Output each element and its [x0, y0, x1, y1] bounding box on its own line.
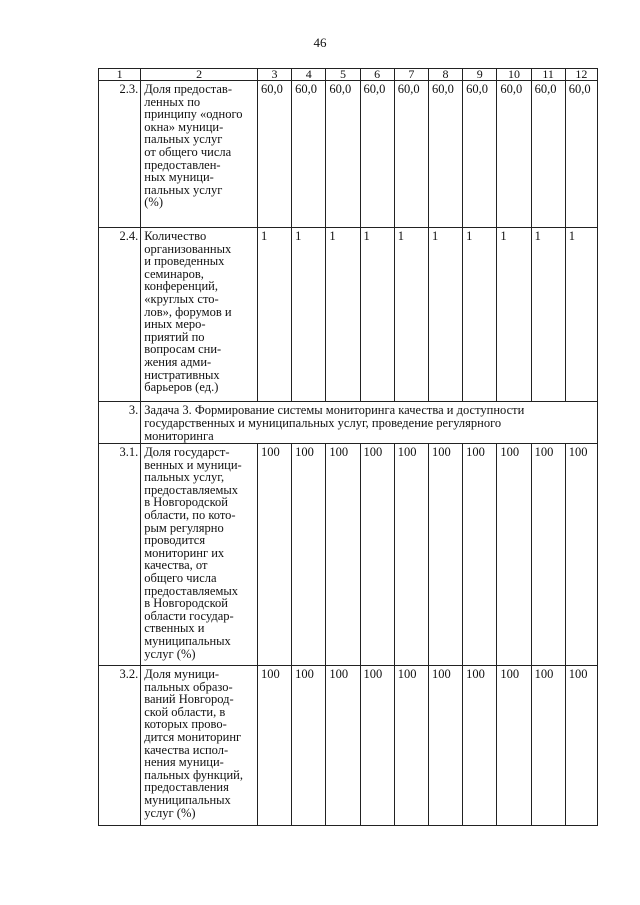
column-header: 12	[565, 69, 597, 81]
indicator-value: 60,0	[292, 81, 326, 228]
indicator-label-line: пальных образо-	[144, 679, 233, 694]
indicator-label-line: ваний Новгород-	[144, 692, 234, 707]
indicator-value: 100	[394, 444, 428, 666]
indicator-label-line: (%)	[144, 195, 163, 210]
indicator-label-line: общего числа	[144, 570, 217, 585]
indicator-label-line: качества, от	[144, 558, 208, 573]
indicator-label-line: приятий по	[144, 329, 205, 344]
column-header: 10	[497, 69, 531, 81]
indicator-label-line: муниципальных	[144, 633, 231, 648]
indicator-label-line: мониторинг их	[144, 545, 225, 560]
indicator-label-line: окна» муници-	[144, 119, 224, 134]
indicator-label-line: пальных услуг	[144, 182, 223, 197]
indicator-label-line: «круглых сто-	[144, 291, 219, 306]
table-row	[99, 444, 598, 666]
indicator-label-line: иных меро-	[144, 317, 206, 332]
indicator-label-line: и проведенных	[144, 254, 225, 269]
task-row	[99, 402, 598, 444]
indicator-label-line: нения муници-	[144, 755, 224, 770]
table-row	[99, 81, 598, 228]
column-header: 8	[428, 69, 462, 81]
indicator-value: 100	[292, 444, 326, 666]
indicator-value: 1	[497, 228, 531, 402]
indicator-label-line: от общего числа	[144, 144, 232, 159]
indicator-value: 60,0	[394, 81, 428, 228]
column-header: 7	[394, 69, 428, 81]
column-header: 5	[326, 69, 360, 81]
column-header-row	[99, 69, 598, 81]
indicator-label-line: проводится	[144, 533, 206, 548]
indicator-value: 100	[360, 444, 394, 666]
indicator-label-line: дится мониторинг	[144, 729, 242, 744]
indicator-label-line: услуг (%)	[144, 805, 196, 820]
indicator-value: 100	[326, 666, 360, 826]
indicators-table	[98, 68, 598, 826]
indicator-label-line: ных муници-	[144, 170, 214, 185]
indicator-label	[141, 228, 258, 402]
indicator-value: 100	[565, 666, 597, 826]
indicator-value: 100	[428, 666, 462, 826]
indicator-label-line: предоставляемых	[144, 482, 239, 497]
indicator-value: 1	[428, 228, 462, 402]
indicator-label-line: нистративных	[144, 367, 220, 382]
indicator-label-line: организованных	[144, 241, 232, 256]
indicator-label-line: рым регулярно	[144, 520, 224, 535]
indicator-value: 60,0	[428, 81, 462, 228]
indicator-value: 100	[326, 444, 360, 666]
indicator-value: 100	[394, 666, 428, 826]
column-header: 3	[257, 69, 291, 81]
column-header: 4	[292, 69, 326, 81]
indicator-value: 100	[463, 444, 497, 666]
indicator-value: 1	[360, 228, 394, 402]
indicator-value: 100	[257, 666, 291, 826]
indicator-label-line: предоставляемых	[144, 583, 239, 598]
indicator-label-line: муниципальных	[144, 792, 231, 807]
indicator-label-line: предоставления	[144, 780, 229, 795]
indicator-label-line: в Новгородской	[144, 596, 228, 611]
indicator-label-line: пальных функций,	[144, 767, 243, 782]
indicator-value: 1	[463, 228, 497, 402]
indicator-value: 100	[497, 444, 531, 666]
indicator-value: 1	[531, 228, 565, 402]
indicator-label-line: услуг (%)	[144, 646, 196, 661]
table-row	[99, 228, 598, 402]
indicator-label-line: качества испол-	[144, 742, 229, 757]
indicator-value: 1	[394, 228, 428, 402]
task-title-line: государственных и муниципальных услуг, проведение регулярного	[144, 416, 502, 430]
column-header: 11	[531, 69, 565, 81]
indicator-label-line: Доля муници-	[144, 667, 220, 681]
indicator-label-line: ской области, в	[144, 704, 226, 719]
indicator-label-line: лов», форумов и	[144, 304, 232, 319]
indicator-label	[141, 444, 258, 666]
indicator-label-line: пальных услуг,	[144, 470, 225, 485]
indicator-value: 100	[428, 444, 462, 666]
indicator-value: 60,0	[463, 81, 497, 228]
task-title-line: мониторинга	[144, 429, 214, 443]
column-header: 9	[463, 69, 497, 81]
indicator-value: 60,0	[326, 81, 360, 228]
column-header: 2	[141, 69, 258, 81]
row-number: 3.	[99, 402, 141, 444]
page-number: 46	[313, 35, 327, 50]
indicator-value: 60,0	[531, 81, 565, 228]
indicator-value: 100	[257, 444, 291, 666]
indicator-label-line: принципу «одного	[144, 107, 243, 122]
indicator-label-line: вопросам сни-	[144, 342, 222, 357]
row-number: 3.1.	[99, 444, 141, 666]
indicator-label-line: жения адми-	[144, 354, 212, 369]
indicator-value: 60,0	[497, 81, 531, 228]
indicator-value: 1	[292, 228, 326, 402]
indicator-value: 60,0	[565, 81, 597, 228]
indicator-label-line: венных и муници-	[144, 457, 242, 472]
indicator-value: 1	[565, 228, 597, 402]
indicator-label-line: конференций,	[144, 279, 218, 294]
indicator-label-line: области, по кото-	[144, 507, 236, 522]
indicator-label-line: которых прово-	[144, 717, 227, 732]
indicator-label-line: ленных по	[144, 94, 201, 109]
indicator-value: 60,0	[257, 81, 291, 228]
indicator-label-line: пальных услуг	[144, 132, 223, 147]
indicator-label	[141, 81, 258, 228]
indicator-label	[141, 666, 258, 826]
task-title	[141, 402, 598, 444]
indicator-value: 100	[497, 666, 531, 826]
indicator-value: 100	[360, 666, 394, 826]
table-body	[99, 69, 598, 826]
indicator-value: 1	[326, 228, 360, 402]
indicator-label-line: барьеров (ед.)	[144, 380, 219, 395]
indicator-value: 100	[565, 444, 597, 666]
column-header: 6	[360, 69, 394, 81]
indicator-label-line: Количество	[144, 229, 207, 243]
indicator-value: 60,0	[360, 81, 394, 228]
row-number: 2.3.	[99, 81, 141, 228]
indicator-label-line: Доля государст-	[144, 445, 230, 459]
indicator-label-line: предоставлен-	[144, 157, 221, 172]
indicator-label-line: семинаров,	[144, 266, 204, 281]
indicator-value: 100	[531, 444, 565, 666]
task-title-line: Задача 3. Формирование системы мониторинга качества и доступности	[144, 403, 525, 417]
indicator-label-line: в Новгородской	[144, 495, 228, 510]
indicator-label-line: ственных и	[144, 621, 205, 636]
row-number: 3.2.	[99, 666, 141, 826]
indicator-value: 100	[463, 666, 497, 826]
indicator-value: 100	[292, 666, 326, 826]
table-row	[99, 666, 598, 826]
indicator-value: 1	[257, 228, 291, 402]
indicator-value: 100	[531, 666, 565, 826]
indicator-label-line: области государ-	[144, 608, 234, 623]
column-header: 1	[99, 69, 141, 81]
indicator-label-line: Доля предостав-	[144, 82, 232, 96]
row-number: 2.4.	[99, 228, 141, 402]
